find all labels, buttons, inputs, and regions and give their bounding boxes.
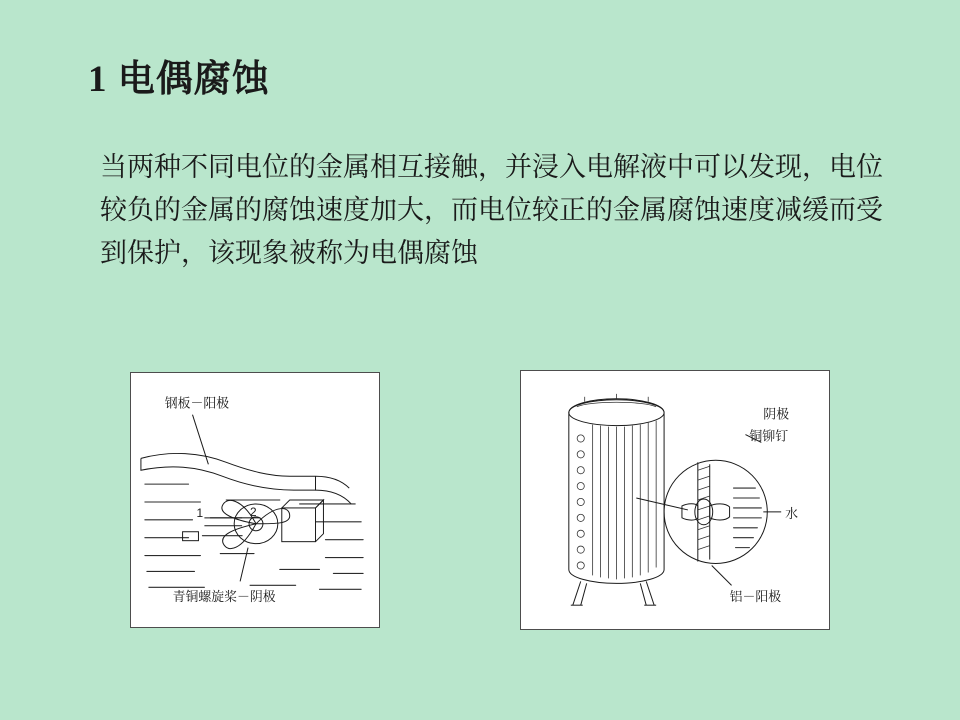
page-title: 1 电偶腐蚀	[88, 59, 270, 100]
figure-propeller-marker-2: 2	[250, 504, 257, 519]
figure-propeller	[130, 372, 380, 628]
figure-propeller-marker-1: 1	[196, 505, 204, 520]
figure-tank	[520, 370, 830, 630]
figure-tank-label-anode: 铝－阳极	[729, 589, 782, 605]
figure-propeller-bottom-label: 青铜螺旋桨－阴极	[172, 589, 276, 605]
figure-tank-label-water: 水	[785, 505, 799, 521]
body-text	[100, 146, 900, 275]
body-paragraph: 当两种不同电位的金属相互接触，并浸入电解液中可以发现，电位较负的金属的腐蚀速度加大，而电位较正的金属腐蚀速度减缓而受到保护，该现象被称为电偶腐蚀	[100, 152, 883, 268]
figure-tank-label-cathode-2: 铜铆钉	[749, 428, 789, 444]
figure-tank-label-cathode-1: 阴极	[763, 406, 790, 422]
figure-propeller-top-label: 钢板－阳极	[164, 395, 230, 411]
